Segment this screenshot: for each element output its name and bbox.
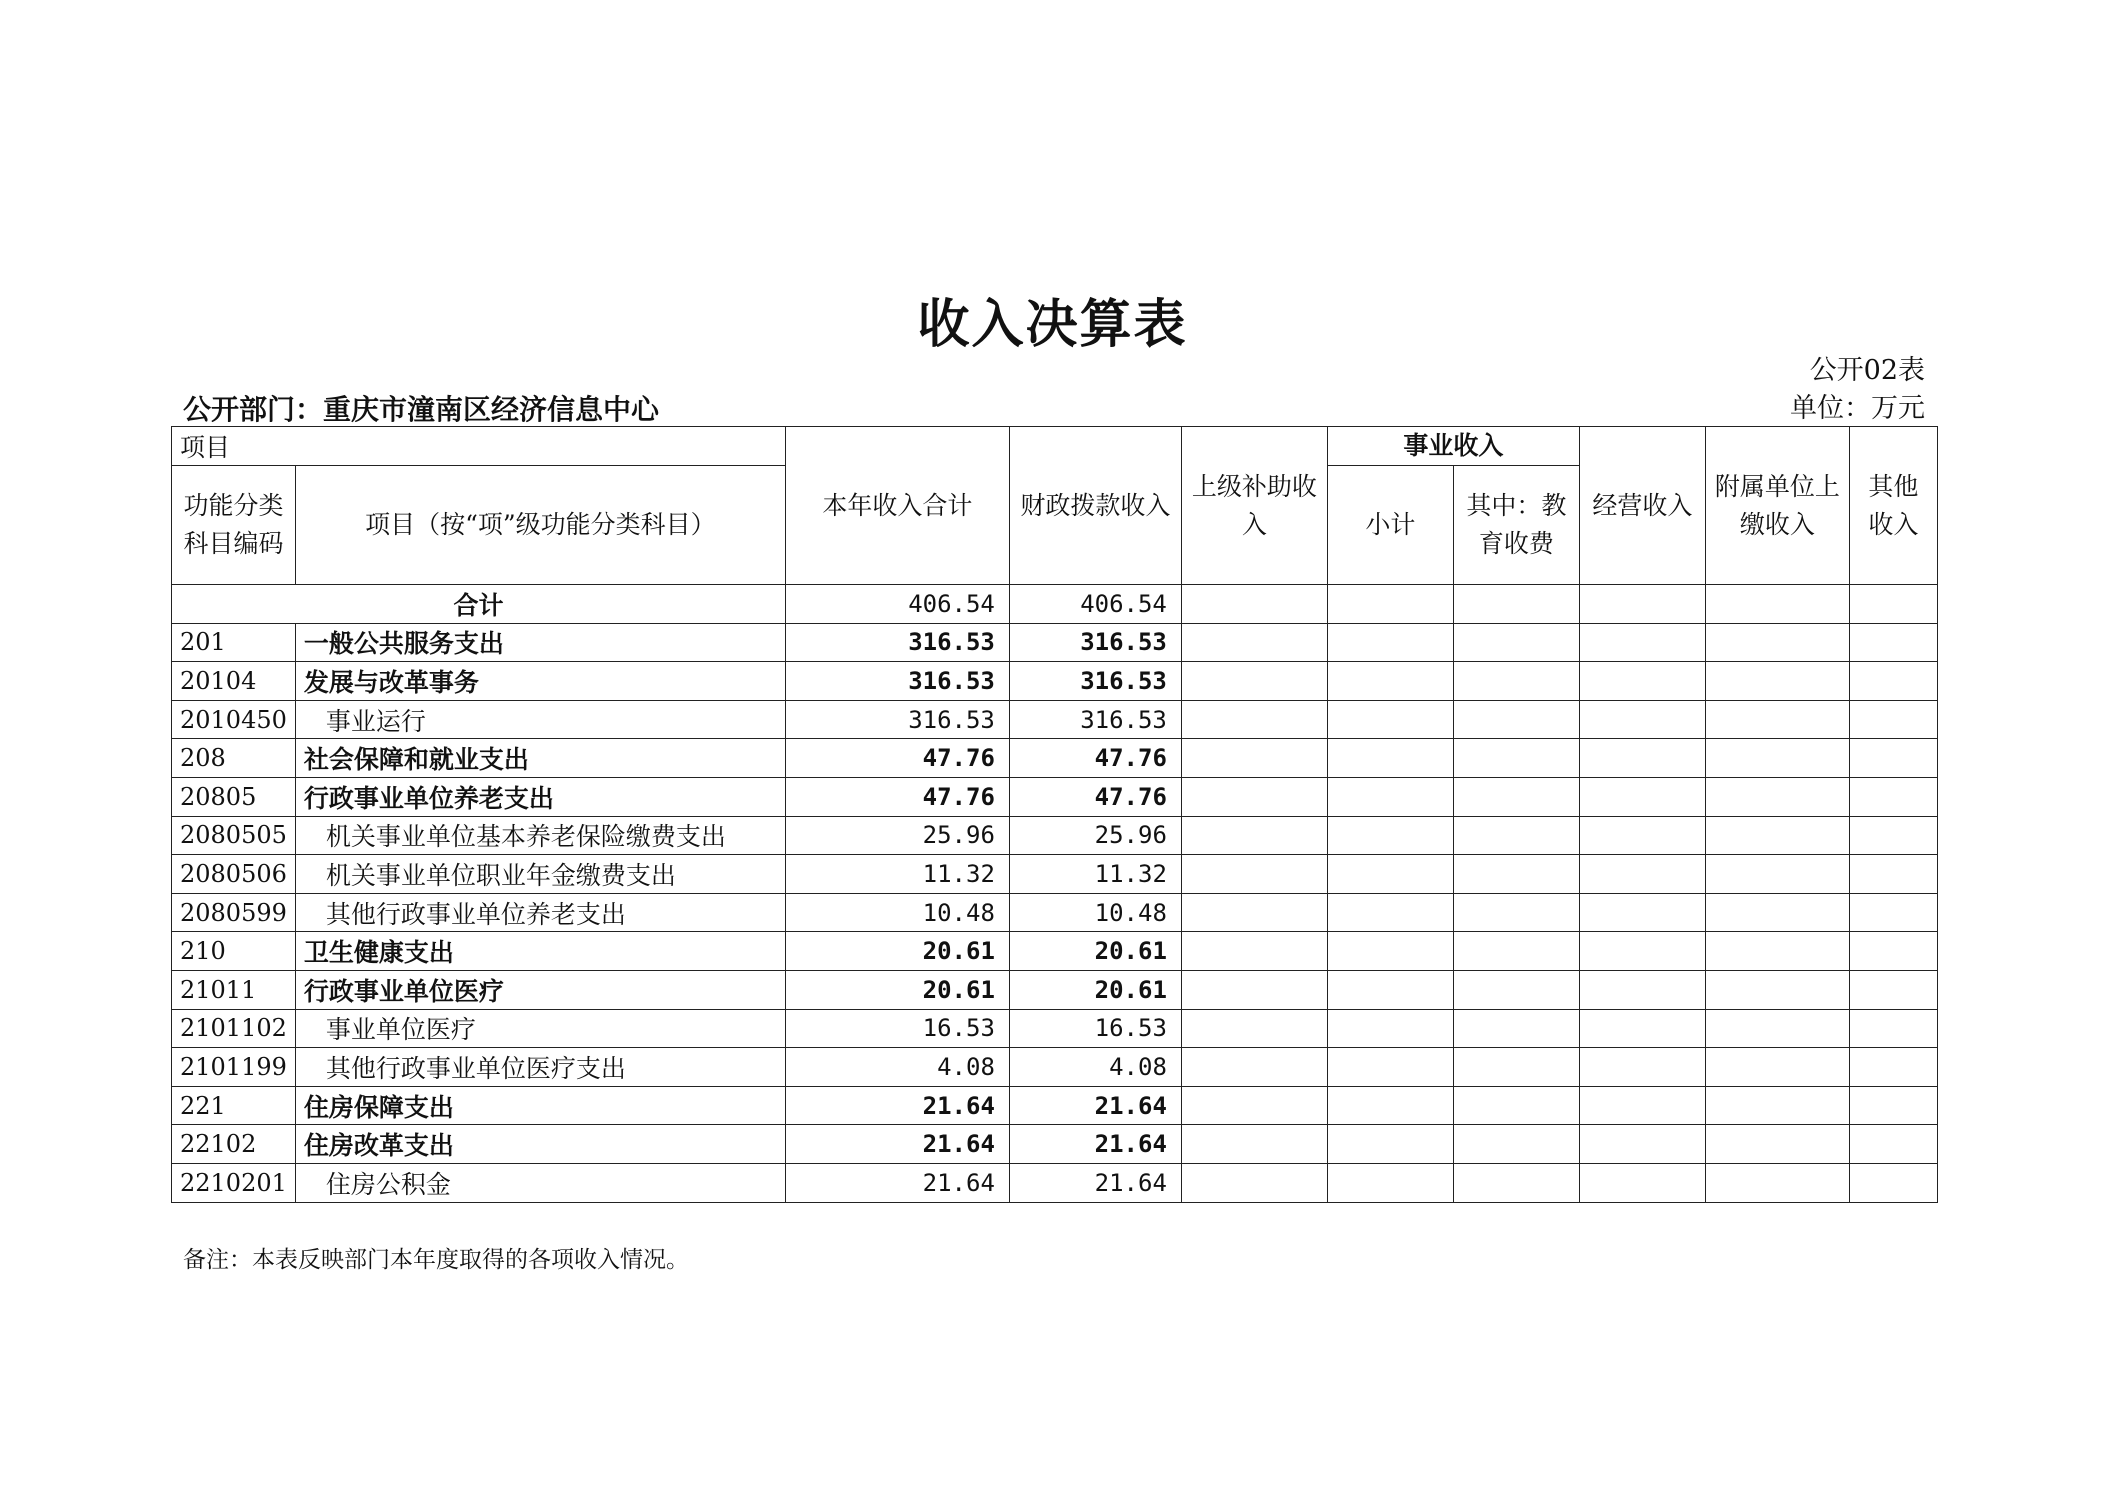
empty-cell: [1181, 855, 1327, 894]
department-label: 公开部门：重庆市潼南区经济信息中心: [183, 393, 660, 426]
header-other: 其他收入: [1849, 427, 1937, 585]
form-number: 公开02表: [1809, 355, 1925, 386]
empty-cell: [1453, 932, 1579, 971]
row-code: 22102: [172, 1125, 296, 1164]
empty-cell: [1579, 970, 1705, 1009]
row-fiscal: 4.08: [1009, 1048, 1181, 1087]
empty-cell: [1327, 777, 1453, 816]
row-code: 21011: [172, 970, 296, 1009]
empty-cell: [1327, 662, 1453, 701]
empty-cell: [1453, 739, 1579, 778]
empty-cell: [1453, 700, 1579, 739]
header-subtotal: 小计: [1327, 466, 1453, 585]
row-name: 事业运行: [295, 700, 785, 739]
empty-cell: [1849, 1125, 1937, 1164]
empty-cell: [1849, 855, 1937, 894]
empty-cell: [1453, 662, 1579, 701]
empty-cell: [1327, 1086, 1453, 1125]
empty-cell: [1579, 893, 1705, 932]
row-code: 208: [172, 739, 296, 778]
empty-cell: [1849, 1048, 1937, 1087]
row-fiscal: 10.48: [1009, 893, 1181, 932]
row-total-income: 21.64: [785, 1086, 1009, 1125]
table-row: [172, 662, 1938, 701]
empty-cell: [1705, 816, 1849, 855]
empty-cell: [1579, 1125, 1705, 1164]
empty-cell: [1849, 1086, 1937, 1125]
table-row: [172, 623, 1938, 662]
empty-cell: [1579, 855, 1705, 894]
row-fiscal: 316.53: [1009, 623, 1181, 662]
empty-cell: [1579, 1048, 1705, 1087]
empty-cell: [1181, 700, 1327, 739]
empty-cell: [1181, 662, 1327, 701]
empty-cell: [1327, 855, 1453, 894]
empty-cell: [1579, 1086, 1705, 1125]
empty-cell: [1579, 1009, 1705, 1048]
header-func-code: 功能分类科目编码: [172, 466, 296, 585]
empty-cell: [1181, 893, 1327, 932]
row-name: 行政事业单位医疗: [295, 970, 785, 1009]
row-total-income: 20.61: [785, 970, 1009, 1009]
empty-cell: [1181, 777, 1327, 816]
empty-cell: [1453, 777, 1579, 816]
empty-cell: [1849, 932, 1937, 971]
row-total-income: 20.61: [785, 932, 1009, 971]
row-fiscal: 316.53: [1009, 700, 1181, 739]
table-row: [172, 855, 1938, 894]
empty-cell: [1181, 1125, 1327, 1164]
total-row: [172, 585, 1938, 624]
total-fiscal-value: 406.54: [1009, 585, 1181, 624]
empty-cell: [1453, 1086, 1579, 1125]
row-name: 事业单位医疗: [295, 1009, 785, 1048]
empty-cell: [1453, 1009, 1579, 1048]
empty-cell: [1327, 700, 1453, 739]
row-code: 2101102: [172, 1009, 296, 1048]
row-code: 221: [172, 1086, 296, 1125]
empty-cell: [1327, 1009, 1453, 1048]
page-title: 收入决算表: [917, 294, 1188, 355]
empty-cell: [1181, 739, 1327, 778]
row-fiscal: 25.96: [1009, 816, 1181, 855]
row-fiscal: 20.61: [1009, 970, 1181, 1009]
empty-cell: [1705, 893, 1849, 932]
income-table: [171, 426, 1938, 1203]
row-fiscal: 47.76: [1009, 739, 1181, 778]
empty-cell: [1705, 1086, 1849, 1125]
row-name: 机关事业单位基本养老保险缴费支出: [295, 816, 785, 855]
row-name: 住房公积金: [295, 1163, 785, 1202]
header-affiliated: 附属单位上缴收入: [1705, 427, 1849, 585]
empty-cell: [1849, 970, 1937, 1009]
table-row: [172, 1086, 1938, 1125]
row-name: 社会保障和就业支出: [295, 739, 785, 778]
header-edu-fee: 其中：教育收费: [1453, 466, 1579, 585]
empty-cell: [1453, 1048, 1579, 1087]
row-fiscal: 316.53: [1009, 662, 1181, 701]
row-code: 210: [172, 932, 296, 971]
row-total-income: 21.64: [785, 1125, 1009, 1164]
empty-cell: [1453, 623, 1579, 662]
empty-cell: [1579, 932, 1705, 971]
header-fiscal: 财政拨款收入: [1009, 427, 1181, 585]
table-row: [172, 970, 1938, 1009]
empty-cell: [1327, 739, 1453, 778]
total-income-value: 406.54: [785, 585, 1009, 624]
row-fiscal: 11.32: [1009, 855, 1181, 894]
table-row: [172, 777, 1938, 816]
empty-cell: [1327, 1125, 1453, 1164]
row-total-income: 316.53: [785, 700, 1009, 739]
empty-cell: [1181, 623, 1327, 662]
row-total-income: 47.76: [785, 777, 1009, 816]
row-code: 2210201: [172, 1163, 296, 1202]
empty-cell: [1453, 816, 1579, 855]
row-code: 2101199: [172, 1048, 296, 1087]
table-row: [172, 816, 1938, 855]
empty-cell: [1327, 1163, 1453, 1202]
empty-cell: [1849, 816, 1937, 855]
empty-cell: [1579, 662, 1705, 701]
empty-cell: [1327, 623, 1453, 662]
row-name: 卫生健康支出: [295, 932, 785, 971]
row-fiscal: 20.61: [1009, 932, 1181, 971]
empty-cell: [1453, 855, 1579, 894]
row-total-income: 21.64: [785, 1163, 1009, 1202]
row-fiscal: 47.76: [1009, 777, 1181, 816]
empty-cell: [1579, 623, 1705, 662]
table-row: [172, 932, 1938, 971]
row-fiscal: 21.64: [1009, 1125, 1181, 1164]
empty-cell: [1849, 662, 1937, 701]
empty-cell: [1705, 1163, 1849, 1202]
empty-cell: [1705, 932, 1849, 971]
empty-cell: [1453, 1163, 1579, 1202]
table-row: [172, 1048, 1938, 1087]
empty-cell: [1705, 855, 1849, 894]
table-row: [172, 739, 1938, 778]
empty-cell: [1705, 1048, 1849, 1087]
row-fiscal: 16.53: [1009, 1009, 1181, 1048]
row-code: 2080506: [172, 855, 296, 894]
row-code: 20104: [172, 662, 296, 701]
empty-cell: [1181, 1086, 1327, 1125]
row-name: 行政事业单位养老支出: [295, 777, 785, 816]
table-row: [172, 1125, 1938, 1164]
row-total-income: 316.53: [785, 662, 1009, 701]
empty-cell: [1849, 739, 1937, 778]
row-code: 2010450: [172, 700, 296, 739]
empty-cell: [1327, 1048, 1453, 1087]
row-code: 2080599: [172, 893, 296, 932]
empty-cell: [1181, 1048, 1327, 1087]
header-item-name: 项目（按“项”级功能分类科目）: [295, 466, 785, 585]
empty-cell: [1579, 777, 1705, 816]
empty-cell: [1705, 777, 1849, 816]
empty-cell: [1849, 1009, 1937, 1048]
empty-cell: [1579, 739, 1705, 778]
empty-cell: [1181, 970, 1327, 1009]
unit-label: 单位：万元: [1790, 393, 1925, 424]
row-fiscal: 21.64: [1009, 1086, 1181, 1125]
table-row: [172, 1009, 1938, 1048]
footnote: 备注：本表反映部门本年度取得的各项收入情况。: [183, 1247, 689, 1273]
empty-cell: [1849, 1163, 1937, 1202]
table-row: [172, 1163, 1938, 1202]
row-total-income: 4.08: [785, 1048, 1009, 1087]
empty-cell: [1579, 1163, 1705, 1202]
row-total-income: 10.48: [785, 893, 1009, 932]
empty-cell: [1453, 970, 1579, 1009]
row-name: 其他行政事业单位养老支出: [295, 893, 785, 932]
empty-cell: [1849, 623, 1937, 662]
row-code: 2080505: [172, 816, 296, 855]
total-label: 合计: [172, 585, 786, 624]
row-total-income: 316.53: [785, 623, 1009, 662]
empty-cell: [1705, 1009, 1849, 1048]
empty-cell: [1453, 893, 1579, 932]
empty-cell: [1705, 1125, 1849, 1164]
row-name: 发展与改革事务: [295, 662, 785, 701]
empty-cell: [1705, 970, 1849, 1009]
empty-cell: [1705, 739, 1849, 778]
empty-cell: [1327, 970, 1453, 1009]
row-code: 20805: [172, 777, 296, 816]
empty-cell: [1849, 700, 1937, 739]
row-name: 住房改革支出: [295, 1125, 785, 1164]
empty-cell: [1849, 777, 1937, 816]
header-item: 项目: [172, 427, 786, 466]
empty-cell: [1327, 932, 1453, 971]
empty-cell: [1705, 700, 1849, 739]
empty-cell: [1181, 1163, 1327, 1202]
empty-cell: [1705, 623, 1849, 662]
row-name: 住房保障支出: [295, 1086, 785, 1125]
row-total-income: 16.53: [785, 1009, 1009, 1048]
empty-cell: [1579, 816, 1705, 855]
row-name: 一般公共服务支出: [295, 623, 785, 662]
row-name: 其他行政事业单位医疗支出: [295, 1048, 785, 1087]
row-total-income: 11.32: [785, 855, 1009, 894]
empty-cell: [1579, 700, 1705, 739]
row-code: 201: [172, 623, 296, 662]
empty-cell: [1849, 893, 1937, 932]
header-operating: 经营收入: [1579, 427, 1705, 585]
row-name: 机关事业单位职业年金缴费支出: [295, 855, 785, 894]
empty-cell: [1327, 816, 1453, 855]
empty-cell: [1453, 1125, 1579, 1164]
row-fiscal: 21.64: [1009, 1163, 1181, 1202]
empty-cell: [1181, 1009, 1327, 1048]
header-total-income: 本年收入合计: [785, 427, 1009, 585]
empty-cell: [1181, 816, 1327, 855]
table-row: [172, 893, 1938, 932]
header-business-income: 事业收入: [1327, 427, 1579, 466]
empty-cell: [1327, 893, 1453, 932]
table-row: [172, 700, 1938, 739]
header-superior-subsidy: 上级补助收入: [1181, 427, 1327, 585]
empty-cell: [1181, 932, 1327, 971]
row-total-income: 25.96: [785, 816, 1009, 855]
row-total-income: 47.76: [785, 739, 1009, 778]
empty-cell: [1705, 662, 1849, 701]
